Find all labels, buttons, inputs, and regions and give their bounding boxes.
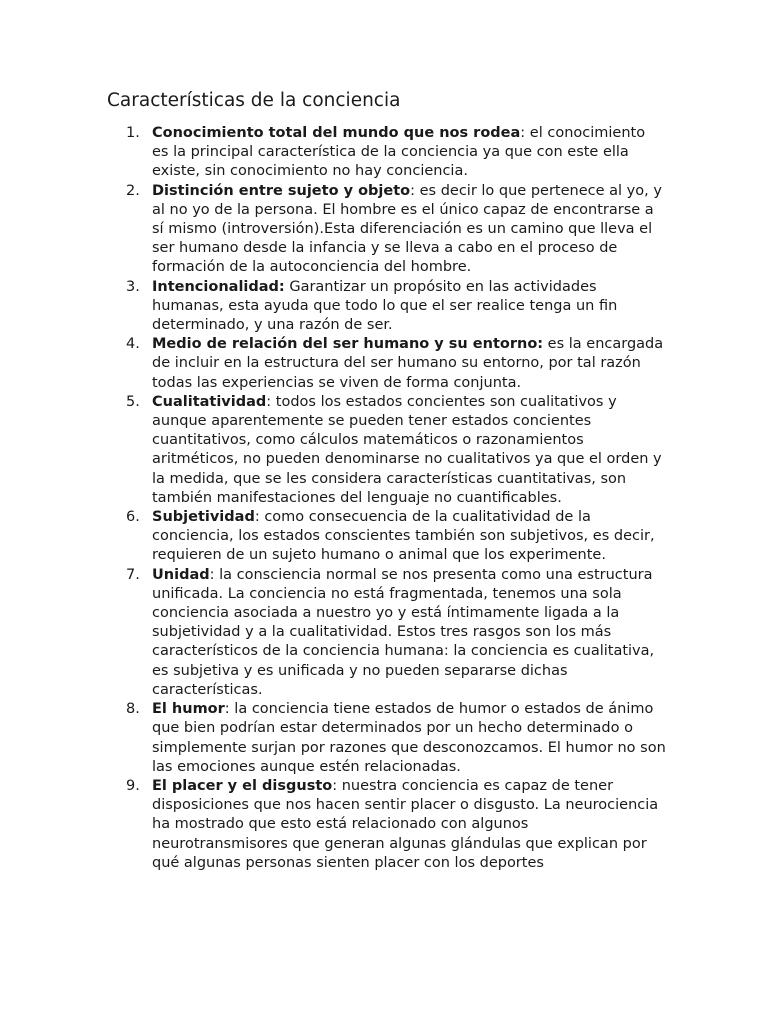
- item-text: Garantizar un propósito en las actividades humanas, esta ayuda que todo lo que el ser realice tenga un fin determinado, y una razón de ser.: [152, 278, 618, 334]
- list-item: [126, 278, 666, 336]
- item-text: : la consciencia normal se nos presenta como una estructura unificada. La conciencia no está fragmentada, tenemos una sola conciencia asociada a nuestro yo y está íntimamente ligada a la subjetividad y a la cualitatividad. Estos tres rasgos son los más característicos de la conciencia humana: la conciencia es cualitativa, es subjetiva y es unificada y no pueden separarse dichas características.: [152, 566, 655, 698]
- list-item: [126, 700, 666, 777]
- item-term: Conocimiento total del mundo que nos rodea: [152, 125, 521, 141]
- item-text: : el conocimiento es la principal característica de la conciencia ya que con este ella existe, sin conocimiento no hay conciencia.: [152, 125, 646, 180]
- list-item: [126, 508, 666, 566]
- item-number: 1.: [126, 125, 140, 141]
- item-term: El humor: [152, 701, 225, 718]
- item-number: 6.: [126, 509, 140, 526]
- item-number: 8.: [126, 701, 140, 718]
- item-text: es la encargada de incluir en la estructura del ser humano su entorno, por tal razón todas las experiencias se viven de forma conjunta.: [152, 336, 664, 391]
- item-number: 7.: [126, 566, 140, 583]
- list-item: [126, 777, 666, 873]
- list-item: [126, 124, 666, 182]
- item-number: 3.: [126, 278, 140, 295]
- list-item: [126, 335, 666, 393]
- item-term: Unidad: [152, 566, 210, 583]
- item-text: : todos los estados concientes son cualitativos y aunque aparentemente se pueden tener estados concientes cuantitativos, como cálculos matemáticos o razonamientos aritméticos, no pueden denominarse no cualitativos ya que el orden y la medida, que se les considera características cuantitativas, son también manifestaciones del lenguaje no cuantificables.: [152, 393, 662, 506]
- list-item: [126, 393, 666, 508]
- item-term: Cualitatividad: [152, 393, 267, 410]
- item-term: Intencionalidad:: [152, 278, 285, 295]
- item-number: 5.: [126, 393, 140, 410]
- item-term: El placer y el disgusto: [152, 777, 333, 794]
- item-number: 2.: [126, 182, 140, 199]
- item-text: : es decir lo que pertenece al yo, y al no yo de la persona. El hombre es el único capaz de encontrarse a sí mismo (introversión).Esta diferenciación es un camino que lleva el ser humano desde la infancia y se lleva a cabo en el proceso de formación de la autoconciencia del hombre.: [152, 182, 662, 276]
- item-term: Medio de relación del ser humano y su entorno:: [152, 336, 544, 353]
- item-text: : como consecuencia de la cualitatividad de la conciencia, los estados conscientes también son subjetivos, es decir, requieren de un sujeto humano o animal que los experimente.: [152, 509, 655, 564]
- item-text: : nuestra conciencia es capaz de tener disposiciones que nos hacen sentir placer o disgusto. La neurociencia ha mostrado que esto está relacionado con algunos neurotransmisores que generan algunas glándulas que explican por qué algunas personas sienten placer con los deportes: [152, 777, 659, 871]
- item-term: Distinción entre sujeto y objeto: [152, 182, 411, 199]
- item-number: 9.: [126, 777, 140, 794]
- document-title: Características de la conciencia: [107, 90, 401, 111]
- list-item: [126, 566, 666, 700]
- item-term: Subjetividad: [152, 509, 255, 526]
- item-number: 4.: [126, 336, 140, 353]
- item-text: : la conciencia tiene estados de humor o estados de ánimo que bien podrían estar determinados por un hecho determinado o simplemente surjan por razones que desconozcamos. El humor no son las emociones aunque estén relacionadas.: [152, 701, 666, 775]
- list-item: [126, 182, 666, 278]
- characteristics-list: [126, 124, 666, 873]
